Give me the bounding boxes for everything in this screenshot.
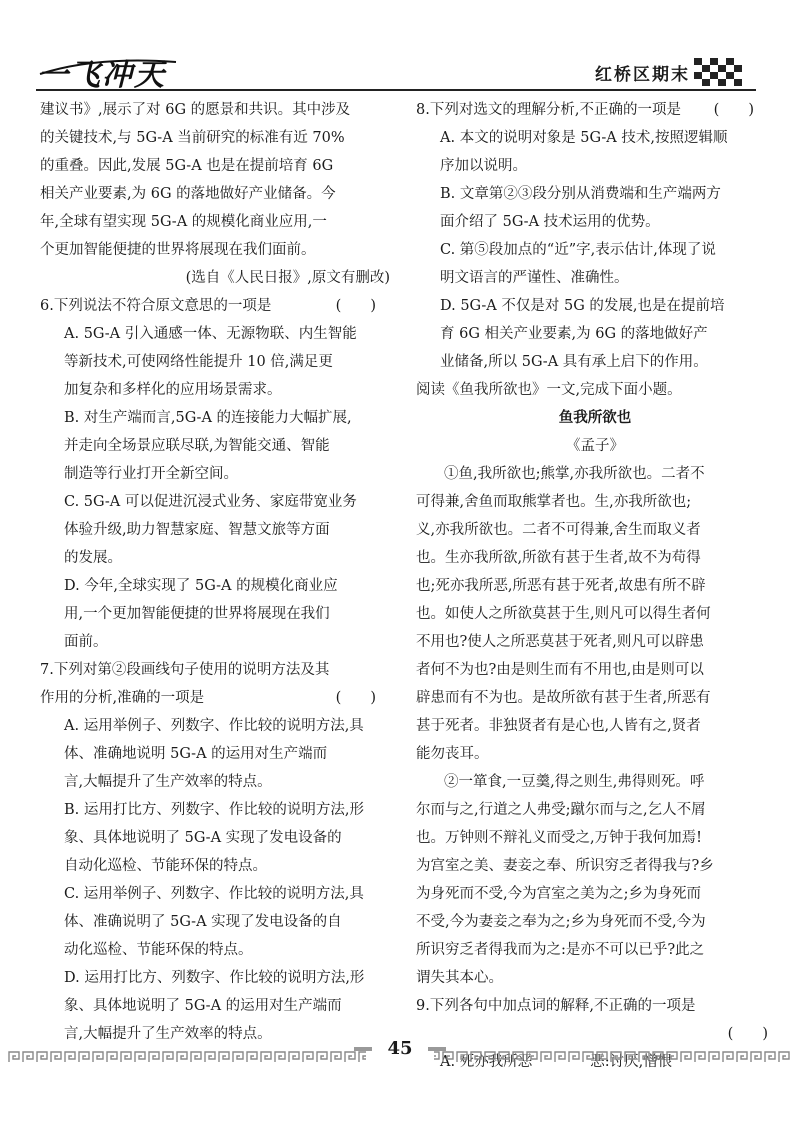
- left-line-text: 年,全球有望实现 5G-A 的规模化商业应用,一: [40, 214, 327, 230]
- right-line-text: 明文语言的严谨性、准确性。: [440, 270, 629, 286]
- right-line-text: 者何不为也?由是则生而有不用也,由是则可以: [416, 662, 704, 678]
- right-line-text: 育 6G 相关产业要素,为 6G 的落地做好产: [440, 326, 708, 342]
- right-line-text: 为身死而不受,今为宫室之美为之;乡为身死而: [416, 886, 701, 902]
- left-text-line: [40, 292, 396, 320]
- brand-title: 一飞冲天: [38, 58, 166, 93]
- right-line-text: 不受,今为妻妾之奉为之;乡为身死而不受,今为: [416, 914, 706, 930]
- left-line-text: 言,大幅提升了生产效率的特点。: [64, 1026, 272, 1042]
- left-text-line: [40, 264, 396, 292]
- right-text-line: [416, 684, 774, 712]
- right-text-line: [416, 460, 774, 488]
- right-text-line: [416, 264, 774, 292]
- right-line-text: ②一箪食,一豆羹,得之则生,弗得则死。呼: [444, 774, 705, 790]
- right-text-line: [416, 572, 774, 600]
- left-line-text: 言,大幅提升了生产效率的特点。: [64, 774, 272, 790]
- right-text-line: [416, 992, 774, 1020]
- left-line-text: D. 今年,全球实现了 5G-A 的规模化商业应: [64, 578, 338, 594]
- left-line-text: 动化巡检、节能环保的特点。: [64, 942, 253, 958]
- left-text-line: [40, 236, 396, 264]
- left-column: [40, 96, 396, 1048]
- left-line-text: 建议书》,展示了对 6G 的愿景和共识。其中涉及: [40, 102, 351, 118]
- left-text-line: [40, 572, 396, 600]
- left-text-line: [40, 908, 396, 936]
- left-text-line: [40, 796, 396, 824]
- right-text-line: [416, 544, 774, 572]
- right-line-text: 《孟子》: [566, 438, 624, 454]
- right-line-text: 可得兼,舍鱼而取熊掌者也。生,亦我所欲也;: [416, 494, 692, 510]
- left-line-text: B. 对生产端而言,5G-A 的连接能力大幅扩展,: [64, 410, 352, 426]
- right-line-text: 鱼我所欲也: [558, 409, 632, 426]
- left-text-line: [40, 880, 396, 908]
- left-line-text: 的发展。: [64, 550, 122, 566]
- left-text-line: [40, 768, 396, 796]
- left-text-line: [40, 404, 396, 432]
- left-text-line: [40, 208, 396, 236]
- left-text-line: [40, 348, 396, 376]
- left-line-text: A. 5G-A 引入通感一体、无源物联、内生智能: [64, 326, 357, 342]
- right-line-text: 9.下列各句中加点词的解释,不正确的一项是: [416, 998, 696, 1014]
- right-line-text: 序加以说明。: [440, 158, 527, 174]
- left-line-text: 象、具体地说明了 5G-A 的运用对生产端而: [64, 998, 342, 1014]
- answer-bracket: ( ): [713, 102, 754, 118]
- left-line-text: 加复杂和多样化的应用场景需求。: [64, 382, 282, 398]
- right-text-line: [416, 740, 774, 768]
- left-line-text: C. 运用举例子、列数字、作比较的说明方法,具: [64, 886, 364, 902]
- right-text-line: [416, 208, 774, 236]
- left-text-line: [40, 152, 396, 180]
- right-line-text: 尔而与之,行道之人弗受;蹴尔而与之,乞人不屑: [416, 802, 706, 818]
- left-line-text: 制造等行业打开全新空间。: [64, 466, 238, 482]
- right-text-line: [416, 852, 774, 880]
- left-line-text: 体、准确说明了 5G-A 实现了发电设备的自: [64, 914, 342, 930]
- right-line-text: 为宫室之美、妻妾之奉、所识穷乏者得我与?乡: [416, 858, 714, 874]
- right-line-text: D. 5G-A 不仅是对 5G 的发展,也是在提前培: [440, 298, 725, 314]
- left-line-text: 体验升级,助力智慧家庭、智慧文旅等方面: [64, 522, 330, 538]
- page-header: [0, 0, 800, 95]
- left-text-line: [40, 852, 396, 880]
- right-line-text: 能勿丧耳。: [416, 746, 489, 762]
- right-text-line: [416, 656, 774, 684]
- left-line-text: A. 运用举例子、列数字、作比较的说明方法,具: [64, 718, 364, 734]
- left-line-text: B. 运用打比方、列数字、作比较的说明方法,形: [64, 802, 364, 818]
- right-line-text: 辟患而有不为也。是故所欲有甚于生者,所恶有: [416, 690, 711, 706]
- answer-bracket: ( ): [335, 690, 376, 706]
- left-text-line: [40, 96, 396, 124]
- left-line-text: 的重叠。因此,发展 5G-A 也是在提前培育 6G: [40, 158, 334, 174]
- left-line-text: D. 运用打比方、列数字、作比较的说明方法,形: [64, 970, 365, 986]
- right-line-text: 业储备,所以 5G-A 具有承上启下的作用。: [440, 354, 708, 370]
- right-text-line: [416, 964, 774, 992]
- right-column: [416, 96, 774, 1076]
- right-line-text: 所识穷乏者得我而为之:是亦不可以已乎?此之: [416, 942, 705, 958]
- right-text-line: [416, 96, 774, 124]
- left-line-text: 相关产业要素,为 6G 的落地做好产业储备。今: [40, 186, 336, 202]
- right-line-text: 也。生亦我所欲,所欲有甚于生者,故不为苟得: [416, 550, 701, 566]
- left-text-line: [40, 824, 396, 852]
- region-label: 红桥区期末: [595, 65, 690, 85]
- right-text-line: [416, 628, 774, 656]
- left-text-line: [40, 964, 396, 992]
- right-text-line: [416, 712, 774, 740]
- right-text-line: [416, 796, 774, 824]
- left-text-line: [40, 320, 396, 348]
- right-text-line: [416, 236, 774, 264]
- left-line-text: 面前。: [64, 634, 108, 650]
- left-line-text: 7.下列对第②段画线句子使用的说明方法及其: [40, 662, 330, 678]
- right-text-line: [416, 600, 774, 628]
- right-line-text: 也。如使人之所欲莫甚于生,则凡可以得生者何: [416, 606, 711, 622]
- right-text-line: [416, 180, 774, 208]
- right-line-text: 8.下列对选文的理解分析,不正确的一项是: [416, 102, 681, 118]
- right-text-line: [416, 348, 774, 376]
- left-text-line: [40, 712, 396, 740]
- right-text-line: [416, 320, 774, 348]
- right-line-text: B. 文章第②③段分别从消费端和生产端两方: [440, 186, 721, 202]
- right-text-line: [416, 516, 774, 544]
- right-line-text: A. 本文的说明对象是 5G-A 技术,按照逻辑顺: [440, 130, 728, 146]
- right-text-line: [416, 824, 774, 852]
- left-line-text: 个更加智能便捷的世界将展现在我们面前。: [40, 242, 316, 258]
- left-line-text: 6.下列说法不符合原文意思的一项是: [40, 298, 272, 314]
- right-line-text: 也;死亦我所恶,所恶有甚于死者,故患有所不辟: [416, 578, 706, 594]
- left-text-line: [40, 124, 396, 152]
- right-line-text: 也。万钟则不辩礼义而受之,万钟于我何加焉!: [416, 830, 702, 846]
- left-line-text: 的关键技术,与 5G-A 当前研究的标准有近 70%: [40, 130, 345, 146]
- header-divider: [36, 89, 756, 91]
- right-text-line: [416, 292, 774, 320]
- left-text-line: [40, 600, 396, 628]
- left-text-line: [40, 488, 396, 516]
- right-line-text: 面介绍了 5G-A 技术运用的优势。: [440, 214, 660, 230]
- right-line-text: ( ): [727, 1026, 768, 1042]
- right-text-line: [416, 404, 774, 432]
- left-text-line: [40, 656, 396, 684]
- right-text-line: [416, 936, 774, 964]
- right-text-line: [416, 488, 774, 516]
- left-text-line: [40, 432, 396, 460]
- left-text-line: [40, 460, 396, 488]
- answer-bracket: ( ): [335, 298, 376, 314]
- left-text-line: [40, 544, 396, 572]
- left-text-line: [40, 992, 396, 1020]
- right-line-text: 甚于死者。非独贤者有是心也,人皆有之,贤者: [416, 718, 701, 734]
- right-line-text: ①鱼,我所欲也;熊掌,亦我所欲也。二者不: [444, 466, 705, 482]
- right-line-text: C. 第⑤段加点的“近”字,表示估计,体现了说: [440, 242, 716, 258]
- checker-pattern-icon: [694, 58, 742, 86]
- left-line-text: 用,一个更加智能便捷的世界将展现在我们: [64, 606, 330, 622]
- left-line-text: 作用的分析,准确的一项是: [40, 690, 205, 706]
- right-text-line: [416, 880, 774, 908]
- right-line-text: 谓失其本心。: [416, 970, 503, 986]
- left-text-line: [40, 684, 396, 712]
- right-text-line: [416, 908, 774, 936]
- left-text-line: [40, 516, 396, 544]
- right-text-line: [416, 432, 774, 460]
- page-number: 45: [366, 1034, 434, 1064]
- left-line-text: 体、准确地说明 5G-A 的运用对生产端而: [64, 746, 328, 762]
- left-line-text: 等新技术,可使网络性能提升 10 倍,满足更: [64, 354, 333, 370]
- left-line-text: 自动化巡检、节能环保的特点。: [64, 858, 267, 874]
- left-text-line: [40, 740, 396, 768]
- left-text-line: [40, 628, 396, 656]
- left-text-line: [40, 376, 396, 404]
- right-text-line: [416, 376, 774, 404]
- left-line-text: 并走向全场景应联尽联,为智能交通、智能: [64, 438, 330, 454]
- right-line-text: 阅读《鱼我所欲也》一文,完成下面小题。: [416, 382, 682, 398]
- right-text-line: [416, 124, 774, 152]
- left-text-line: [40, 180, 396, 208]
- right-text-line: [416, 768, 774, 796]
- right-line-text: 义,亦我所欲也。二者不可得兼,舍生而取义者: [416, 522, 701, 538]
- left-text-line: [40, 936, 396, 964]
- right-line-text: 不用也?使人之所恶莫甚于死者,则凡可以辟患: [416, 634, 704, 650]
- left-line-text: (选自《人民日报》,原文有删改): [185, 270, 390, 286]
- right-text-line: [416, 152, 774, 180]
- left-line-text: C. 5G-A 可以促进沉浸式业务、家庭带宽业务: [64, 494, 357, 510]
- left-line-text: 象、具体地说明了 5G-A 实现了发电设备的: [64, 830, 342, 846]
